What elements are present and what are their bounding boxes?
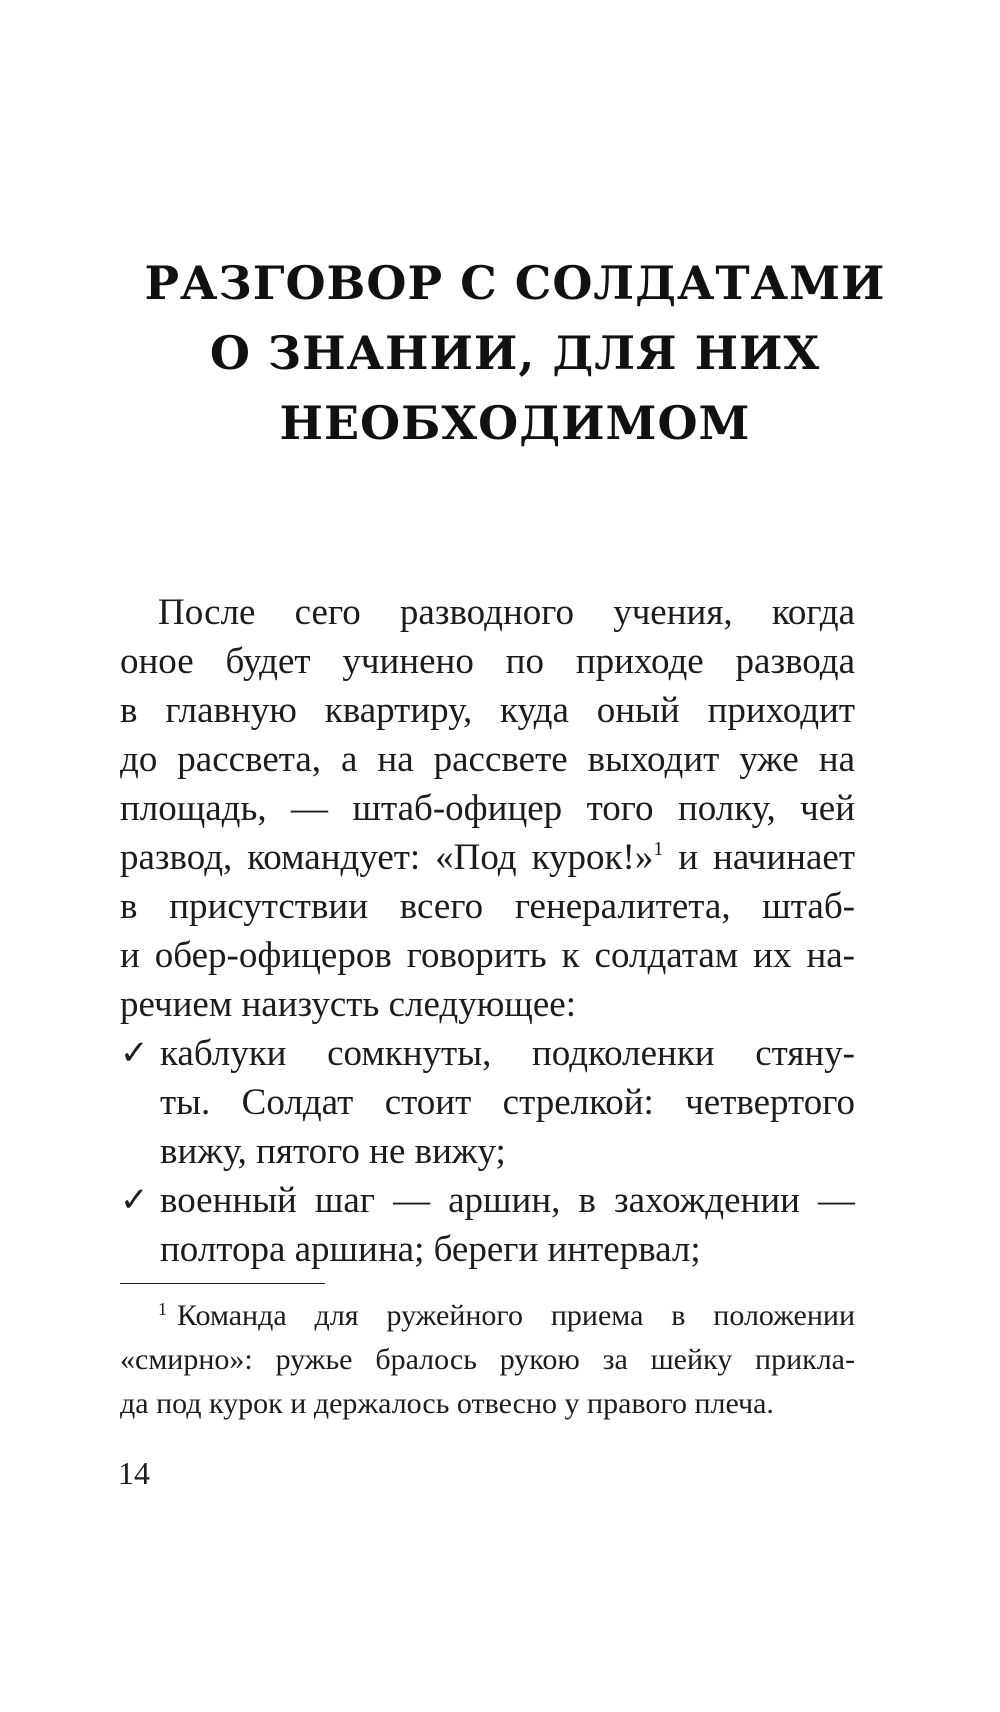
body-text [120,588,855,1274]
paragraph-line: площадь, — штаб-офицер того полку, чей [120,788,855,829]
paragraph-line-end: и начинает [678,837,855,878]
paragraph-line: до рассвета, а на рассвете выходит уже на [120,739,855,780]
footnote-text: Команда для ружейного приема в положении [177,1299,855,1332]
chapter-title-line: О ЗНАНИИ, ДЛЯ НИХ [209,326,821,380]
paragraph-line: и обер-офицеров говорить к солдатам их на- [120,935,855,976]
checklist-item-line: военный шаг — аршин, в захождении — [160,1180,855,1221]
checklist-item-line: полтора аршина; береги интервал; [160,1229,701,1270]
checkmark-icon: ✓ [120,1182,149,1219]
paragraph-line-with-footnote [120,833,855,882]
footnote-reference[interactable]: 1 [653,838,664,860]
footnote [120,1294,855,1426]
paragraph-line: речием наизусть следующее: [120,984,576,1025]
checklist-item-line: каблуки сомкнуты, подколенки стяну- [160,1033,855,1074]
footnote-divider [120,1283,325,1284]
page-number: 14 [118,1455,150,1491]
checklist-item-line: вижу, пятого не вижу; [160,1131,506,1172]
checklist-item [120,1029,855,1176]
footnote-line: да под курок и держалось отвесно у правого плеча. [120,1387,774,1420]
chapter-title-line: РАЗГОВОР С СОЛДАТАМИ [144,256,886,310]
paragraph-line: оное будет учинено по приходе развода [120,641,855,682]
paragraph-line: в главную квартиру, куда оный приходит [120,690,855,731]
footnote-line: «смирно»: ружье бралось рукою за шейку прикла- [120,1343,855,1376]
checkmark-icon: ✓ [120,1035,149,1072]
checklist [120,1029,855,1274]
footnote-number: 1 [158,1299,167,1319]
footnote-line [120,1294,855,1338]
paragraph-line-start: развод, командует: «Под курок!» [120,837,654,878]
checklist-item [120,1176,855,1274]
checklist-item-line: ты. Солдат стоит стрелкой: четвертого [160,1082,855,1123]
chapter-title-line: НЕОБХОДИМОМ [279,396,751,450]
paragraph-line: После сего разводного учения, когда [158,592,855,633]
paragraph-line: в присутствии всего генералитета, штаб- [120,886,855,927]
chapter-title [130,248,900,458]
